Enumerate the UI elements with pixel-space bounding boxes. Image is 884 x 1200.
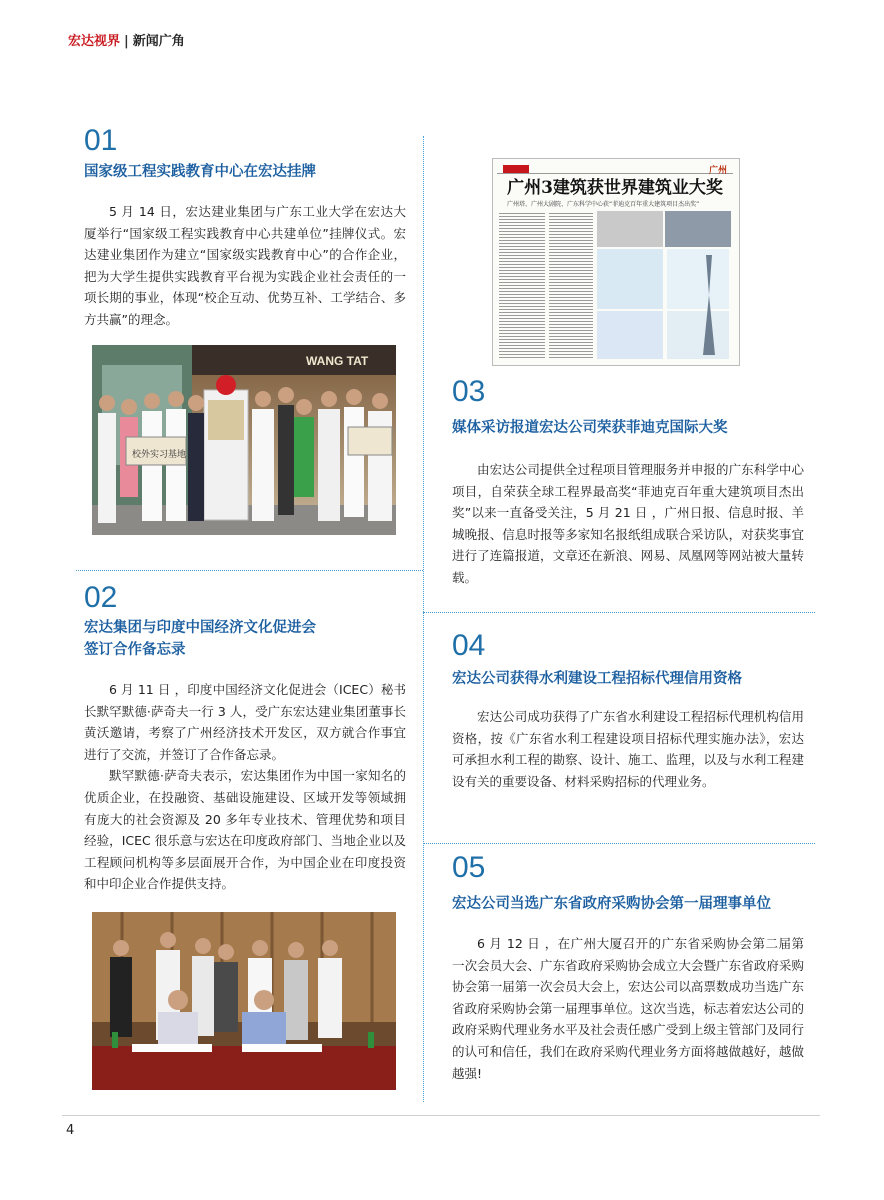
- signing-photo-image: [92, 912, 396, 1090]
- paragraph: 宏达公司成功获得了广东省水利建设工程招标代理机构信用资格，按《广东省水利工程建设项目招标代理实施办法》，宏达可承担水利工程的勘察、设计、施工、监理，以及与水利工程建设有关的重要设备、材料采购招标的代理业务。: [452, 709, 804, 789]
- article-number: 01: [84, 124, 118, 157]
- newspaper-city: 广州: [708, 166, 727, 176]
- title-line: 宏达集团与印度中国经济文化促进会: [84, 620, 316, 636]
- divider-03-04: [423, 612, 815, 613]
- article-body: [452, 459, 804, 589]
- building-sign: WANG TAT: [306, 354, 369, 368]
- header-separator: |: [124, 34, 129, 49]
- ceremony-photo-image: [92, 345, 396, 535]
- article-title: 宏达公司当选广东省政府采购协会第一届理事单位: [452, 896, 771, 912]
- newspaper-tag: [503, 165, 529, 173]
- plaque-left: 校外实习基地: [132, 450, 187, 460]
- canton-tower-icon: [699, 255, 719, 355]
- article-title: 国家级工程实践教育中心在宏达挂牌: [84, 164, 316, 180]
- article-number: 02: [84, 581, 118, 614]
- newspaper-info-box: [667, 311, 729, 359]
- article-number: 04: [452, 629, 486, 662]
- title-line: 签订合作备忘录: [84, 642, 186, 658]
- article-title: 媒体采访报道宏达公司荣获菲迪克国际大奖: [452, 420, 728, 436]
- newspaper-text-column: [549, 211, 593, 359]
- article-body: [452, 933, 804, 1084]
- newspaper-info-box: [597, 311, 663, 359]
- paragraph: 5 月 14 日，宏达建业集团与广东工业大学在宏达大厦举行“国家级工程实践教育中心共建单位”挂牌仪式。宏达建业集团作为建立“国家级实践教育中心”的合作企业，把为大学生提供实践教育平台视为实践企业社会责任的一项长期的事业，体现“校企互动、优势互补、工学结合、多方共赢”的理念。: [84, 204, 406, 327]
- paragraph: 默罕默德·萨奇夫表示，宏达集团作为中国一家知名的优质企业，在投融资、基础设施建设、区域开发等领域拥有庞大的社会资源及 20 多年专业技术、管理优势和项目经验，ICEC 很乐意与宏达在印度政府部门、当地企业以及工程顾问机构等多层面展开合作，为中国企业在印度投资和中印企业合作提供支持。: [84, 768, 406, 892]
- paragraph: 6 月 12 日 ，在广州大厦召开的广东省采购协会第二届第一次会员大会、广东省政府采购协会成立大会暨广东省政府采购协会第一届第一次会员大会上，宏达公司以高票数成功当选广东省政府采购协会第一届理事单位。这次当选，标志着宏达公司的政府采购代理业务水平及社会责任感广受到上级主管部门及同行的认可和信任，我们在政府采购代理业务方面将越做越好，越做越强!: [452, 936, 804, 1081]
- page-header: [68, 30, 185, 49]
- article-number: 03: [452, 375, 486, 408]
- article-body: [452, 706, 804, 792]
- article-body: [84, 679, 406, 895]
- newspaper-subhead: 广州塔、广州大剧院、广东科学中心获“菲迪克百年重大建筑项目杰出奖”: [507, 201, 700, 208]
- article-title: [84, 617, 414, 661]
- newspaper-photo: [665, 211, 731, 247]
- signing-photo: [92, 912, 396, 1090]
- newspaper-photo: [597, 211, 663, 247]
- article-number: 05: [452, 851, 486, 884]
- newspaper-info-box: [667, 249, 729, 309]
- newspaper-clipping: [492, 158, 740, 366]
- page-number: 4: [66, 1123, 75, 1138]
- column-divider: [423, 136, 424, 1102]
- divider-01-02: [76, 570, 423, 571]
- column-name: 新闻广角: [132, 34, 185, 49]
- article-body: [84, 201, 406, 331]
- newspaper-info-box: [597, 249, 663, 309]
- divider-04-05: [423, 843, 815, 844]
- section-name: 宏达视界: [68, 34, 121, 49]
- paragraph: 6 月 11 日 ，印度中国经济文化促进会（ICEC）秘书长默罕默德·萨奇夫一行 3 人，受广东宏达建业集团董事长黄沃邀请，考察了广州经济技术开发区，双方就合作事宜进行了交流，并签订了合作备忘录。: [84, 682, 406, 762]
- footer-rule: [62, 1115, 820, 1116]
- ceremony-photo: [92, 345, 396, 535]
- paragraph: 由宏达公司提供全过程项目管理服务并申报的广东科学中心项目，自荣获全球工程界最高奖“菲迪克百年重大建筑项目杰出奖”以来一直备受关注，5 月 21 日 ，广州日报、信息时报、羊城晚报、信息时报等多家知名报纸组成联合采访队，对获奖事宜进行了连篇报道，文章还在新浪、网易、凤凰网等网站被大量转载。: [452, 462, 804, 585]
- newspaper-headline: 广州3建筑获世界建筑业大奖: [507, 178, 723, 198]
- article-title: 宏达公司获得水利建设工程招标代理信用资格: [452, 671, 742, 687]
- newspaper-text-column: [499, 211, 545, 359]
